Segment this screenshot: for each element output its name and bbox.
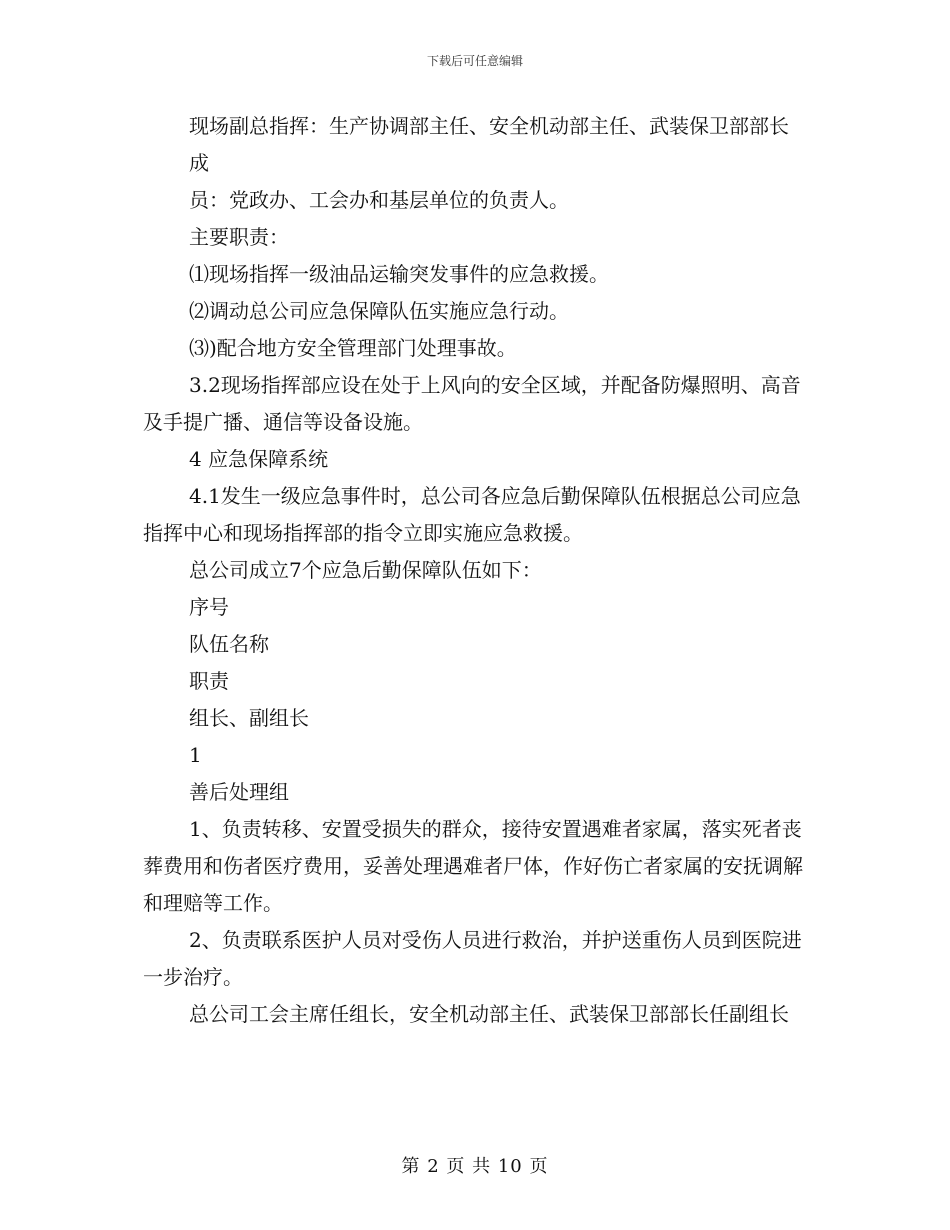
- paragraph: 现场副总指挥：生产协调部主任、安全机动部主任、武装保卫部部长: [189, 114, 789, 138]
- table-header-cell: 序号: [189, 595, 229, 619]
- table-cell: 善后处理组: [189, 780, 289, 804]
- paragraph: 总公司成立7个应急后勤保障队伍如下：: [189, 558, 542, 582]
- paragraph: 3.2现场指挥部应设在处于上风向的安全区域，并配备防爆照明、高音及手提广播、通信等设备设施。: [143, 373, 801, 434]
- table-header-cell: 队伍名称: [189, 632, 269, 656]
- paragraph: 成: [189, 151, 209, 175]
- table-cell: 1、负责转移、安置受损失的群众，接待安置遇难者家属，落实死者丧葬费用和伤者医疗费用，妥善处理遇难者尸体，作好伤亡者家属的安抚调解和理赔等工作。: [143, 817, 803, 915]
- document-body: [143, 108, 813, 1033]
- table-cell: 2、负责联系医护人员对受伤人员进行救治，并护送重伤人员到医院进一步治疗。: [143, 928, 802, 989]
- paragraph: ⑶)配合地方安全管理部门处理事故。: [189, 336, 517, 360]
- page-footer: 第 2 页 共 10 页: [401, 1156, 549, 1177]
- table-cell: 总公司工会主席任组长，安全机动部主任、武装保卫部部长任副组长: [189, 1002, 789, 1026]
- paragraph: 主要职责：: [189, 225, 289, 249]
- paragraph: ⑵调动总公司应急保障队伍实施应急行动。: [189, 299, 569, 323]
- section-heading: 4 应急保障系统: [189, 447, 329, 471]
- paragraph: ⑴现场指挥一级油品运输突发事件的应急救援。: [189, 262, 609, 286]
- page-header: 下载后可任意编辑: [426, 54, 523, 68]
- paragraph: 员：党政办、工会办和基层单位的负责人。: [189, 188, 569, 212]
- table-cell: 1: [189, 743, 202, 767]
- table-header-cell: 组长、副组长: [189, 706, 309, 730]
- table-header-cell: 职责: [189, 669, 229, 693]
- paragraph: 4.1发生一级应急事件时，总公司各应急后勤保障队伍根据总公司应急指挥中心和现场指挥部的指令立即实施应急救援。: [143, 484, 801, 545]
